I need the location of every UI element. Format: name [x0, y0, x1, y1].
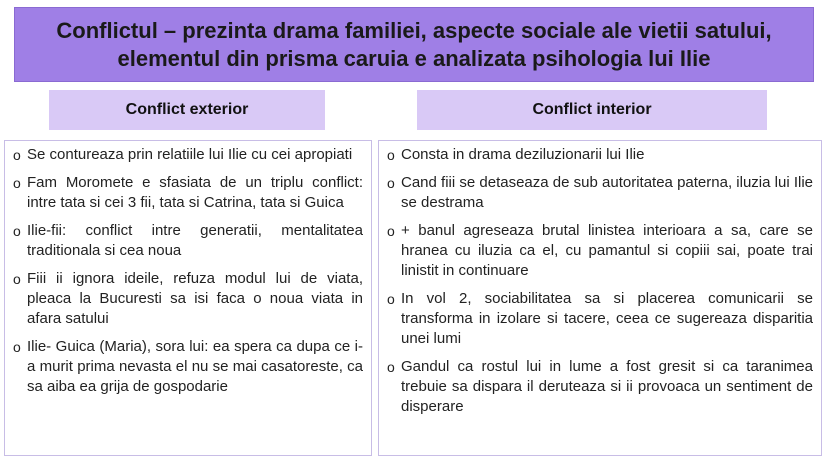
list-item-text: Fiii ii ignora ideile, refuza modul lui de viata, pleaca la Bucuresti sa isi faca o noua viata in afara satului — [27, 270, 363, 327]
list-item-text: Fam Moromete e sfasiata de un triplu conflict: intre tata si cei 3 fii, tata si Catrina, tata si Guica — [27, 174, 363, 211]
list-item — [387, 357, 813, 417]
list-item — [13, 173, 363, 213]
bullet-icon: o — [387, 291, 395, 307]
list-item — [387, 173, 813, 213]
bullet-icon: o — [13, 175, 21, 191]
list-item — [13, 269, 363, 329]
right-panel — [378, 140, 822, 456]
list-item — [13, 221, 363, 261]
list-item — [387, 289, 813, 349]
list-item — [13, 337, 363, 397]
left-panel — [4, 140, 372, 456]
bullet-icon: o — [13, 339, 21, 355]
list-item-text: Gandul ca rostul lui in lume a fost gresit si ca taranimea trebuie sa dispara il deruteaza si ii provoaca un sentiment de disperare — [401, 358, 813, 415]
bullet-icon: o — [13, 223, 21, 239]
slide-title-box — [14, 7, 814, 82]
slide-title-line-2: elementul din prisma caruia e analizata psihologia lui Ilie — [117, 45, 711, 71]
list-item-text: Cand fiii se detaseaza de sub autoritatea paterna, iluzia lui Ilie se destrama — [401, 174, 813, 211]
list-item-text: Se contureaza prin relatiile lui Ilie cu cei apropiati — [27, 146, 353, 163]
list-item-text: In vol 2, sociabilitatea sa si placerea comunicarii se transforma in izolare si tacere, ceea ce sugereaza disparitia unei lumi — [401, 290, 813, 347]
bullet-icon: o — [387, 147, 395, 163]
bullet-icon: o — [387, 223, 395, 239]
left-column-header: Conflict exterior — [49, 90, 325, 130]
bullet-icon: o — [13, 147, 21, 163]
list-item — [387, 145, 813, 165]
list-item-text: Ilie- Guica (Maria), sora lui: ea spera ca dupa ce i-a murit prima nevasta el nu se mai casatoreste, ca sa aiba ea grija de gospodarie — [27, 338, 363, 395]
list-item-text: + banul agreseaza brutal linistea interioara a sa, care se hranea cu iluzia ca el, cu pamantul si copiii sai, poate trai linistit in continuare — [401, 222, 813, 279]
slide-title-line-1: Conflictul – prezinta drama familiei, aspecte sociale ale vietii satului, — [56, 17, 772, 43]
bullet-icon: o — [387, 359, 395, 375]
list-item-text: Ilie-fii: conflict intre generatii, mentalitatea traditionala si cea noua — [27, 222, 363, 259]
list-item — [13, 145, 363, 165]
list-item-text: Consta in drama deziluzionarii lui Ilie — [401, 146, 645, 163]
right-column-header: Conflict interior — [417, 90, 767, 130]
bullet-icon: o — [13, 271, 21, 287]
bullet-icon: o — [387, 175, 395, 191]
list-item — [387, 221, 813, 281]
